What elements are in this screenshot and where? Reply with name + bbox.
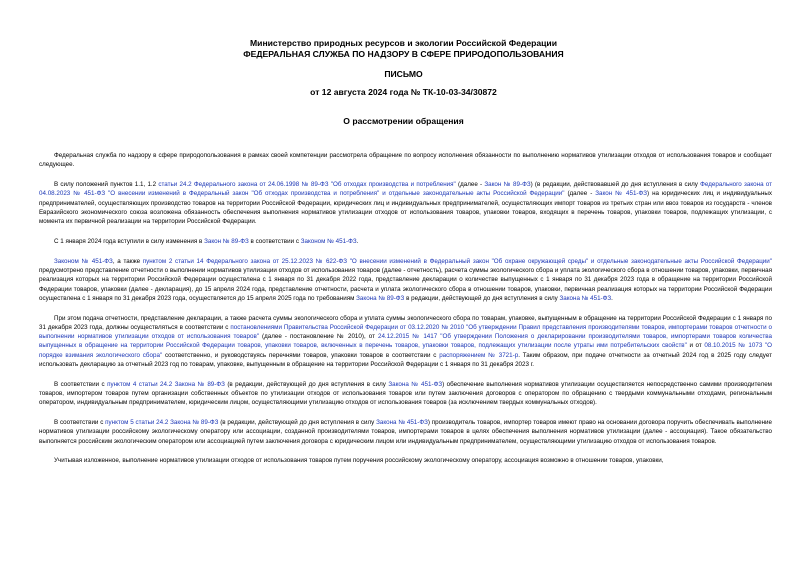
letter-body — [39, 151, 772, 476]
resolution-1073-link[interactable]: 08.10.2015 № 1073 "О порядке взимания экологического сбора" — [39, 342, 772, 359]
paragraph-6: В соответствии с пунктом 4 статьи 24.2 Закона № 89-ФЗ (в редакции, действующей до дня вступления в силу Закона № 451-ФЗ) обеспечение выполнения нормативов утилизации осуществляется непосредственно самими производителем товаров, импортером товаров путем организации собственных объектов по утилизации отходов от использования товаров или путем заключения договоров с оператором по обращению с твердыми коммунальными отходами, региональным оператором, индивидуальным предпринимателем, юридическим лицом, осуществляющими утилизацию отходов от использования товаров (за исключением твердых коммунальных отходов). — [39, 380, 772, 407]
order-3721-r-link[interactable]: распоряжением № 3721-р — [439, 351, 519, 359]
ministry-name: Министерство природных ресурсов и экологии Российской Федерации — [250, 38, 557, 48]
law-622-fz-link[interactable]: пунктом 2 статьи 14 Федерального закона от 25.12.2023 № 622-ФЗ "О внесении изменений в Федеральный закон "Об охране окружающей среды" и отдельные законодательные акты Российской Федерации" — [142, 257, 772, 265]
document-date: от 12 августа 2024 года № ТК-10-03-34/30872 — [310, 87, 497, 97]
document-subject: О рассмотрении обращения — [343, 116, 464, 126]
law-89-fz-link[interactable]: статьи 24.2 Федерального закона от 24.06.1998 № 89-ФЗ "Об отходах производства и потребления" — [158, 181, 456, 189]
paragraph-3: С 1 января 2024 года вступили в силу изменения в Закон № 89-ФЗ в соответствии с Законом № 451-ФЗ. — [54, 237, 359, 245]
law-451-fz-link[interactable]: Закона № 451-ФЗ — [388, 380, 443, 388]
service-name: ФЕДЕРАЛЬНАЯ СЛУЖБА ПО НАДЗОРУ В СФЕРЕ ПРИРОДОПОЛЬЗОВАНИЯ — [243, 49, 564, 59]
law-451-fz-link[interactable]: Закона № 451-ФЗ — [559, 294, 612, 302]
paragraph-8: Учитывая изложенное, выполнение нормативов утилизации отходов от использования товаров путем поручения российскому экологическому оператору, ассоциация возможно в отношении товаров, упаковки, — [54, 457, 664, 465]
law-451-fz-link[interactable]: Закона № 451-ФЗ — [376, 419, 428, 427]
paragraph-7: В соответствии с пунктом 5 статьи 24.2 Закона № 89-ФЗ (в редакции, действующей до дня вступления в силу Закона № 451-ФЗ) производитель товаров, импортер товаров имеют право на основании договора поручить обеспечивать выполнение нормативов утилизации российскому экологическому оператору или ассоциации, созданной производителями товаров, импортерами товаров в целях обеспечения выполнения нормативов утилизации (далее - ассоциация). Такое обязательство выполняется российским экологическим оператором или ассоциацией путем заключения договора с юридическим лицом или индивидуальным предпринимателем, осуществляющими утилизацию отходов от использования товаров. — [39, 419, 773, 445]
law-89-fz-short-link[interactable]: Закон № 89-ФЗ — [484, 181, 531, 189]
law-89-fz-link[interactable]: Закон № 89-ФЗ — [204, 237, 249, 245]
law-451-fz-link[interactable]: Федерального закона от 04.08.2023 № 451-ФЗ "О внесении изменений в Федеральный закон "Об отходах производства и потребления" и отдельные законодательные акты Российской Федерации" — [39, 181, 772, 198]
paragraph-4: Законом № 451-ФЗ, а также пунктом 2 статьи 14 Федерального закона от 25.12.2023 № 622-ФЗ "О внесении изменений в Федеральный закон "Об охране окружающей среды" и отдельные законодательные акты Российской Федерации" предусмотрено представление отчетности о выполнении нормативов утилизации отходов от использования товаров (далее - отчетность), расчета суммы экологического сбора и уплата экологического сбора в отношении товаров, упаковки, первичная реализация которых на территории Российской Федерации осуществлена с 1 января по 31 декабря 2022 года, представление декларации о количестве выпущенных с 1 января по 31 декабря 2023 года в обращение на территории Российской Федерации товаров, упаковки (далее - декларация), до 15 апреля 2024 года, представление отчетности, расчета и уплата экологического сбора в отношении товаров, упаковки, первичная реализация которых на территории Российской Федерации осуществлена с 1 января по 31 декабря 2023 года, осуществляется до 15 апреля 2025 года по требованиям Закона № 89-ФЗ в редакции, действующей до дня вступления в силу Закона № 451-ФЗ. — [39, 257, 772, 302]
article-24-2-p5-link[interactable]: пунктом 5 статьи 24.2 Закона № 89-ФЗ — [105, 419, 219, 427]
paragraph-2: В силу положений пунктов 1.1, 1.2 статьи 24.2 Федерального закона от 24.06.1998 № 89-ФЗ "Об отходах производства и потребления" (далее - Закон № 89-ФЗ) (в редакции, действовавшей до дня вступления в силу Федерального закона от 04.08.2023 № 451-ФЗ "О внесении изменений в Федеральный закон "Об отходах производства и потребления" и отдельные законодательные акты Российской Федерации" (далее - Закон № 451-ФЗ) на юридических лиц и индивидуальных предпринимателей, осуществляющих производство товаров на территории Российской Федерации, юридических лиц и индивидуальных предпринимателей, осуществляющих импорт товаров из третьих стран или ввоз товаров из государств - членов Евразийского экономического союза возложена обязанность обеспечения выполнения нормативов утилизации отходов от использования товаров, упаковки товаров, входящих в перечень товаров, упаковки товаров, подлежащих утилизации, с момента их первичной реализации на территории Российской Федерации. — [39, 181, 773, 226]
law-89-fz-link[interactable]: Закона № 89-ФЗ — [356, 294, 405, 302]
document-type: ПИСЬМО — [384, 69, 423, 79]
article-24-2-p4-link[interactable]: пунктом 4 статьи 24.2 Закона № 89-ФЗ — [107, 380, 225, 388]
paragraph-5: При этом подача отчетности, представление декларации, а также расчета суммы экологического сбора и уплата суммы экологического сбора по товарам, упаковке, выпущенным в обращение на территории Российской Федерации с 1 января по 31 декабря 2023 года, должны осуществляться в соответствии с постановлениями Правительства Российской Федерации от 03.12.2020 № 2010 "Об утверждении Правил представления производителями товаров, импортерами товаров отчетности о выполнении нормативов утилизации отходов от использования товаров" (далее - постановление № 2010), от 24.12.2015 № 1417 "Об утверждении Положения о декларировании производителями товаров, импортерами товаров количества выпущенных в обращение на территории Российской Федерации товаров, упаковки товаров, включенных в перечень товаров, упаковки товаров, подлежащих утилизации после утраты ими потребительских свойств" и от 08.10.2015 № 1073 "О порядке взимания экологического сбора" соответственно, и руководствуясь перечнями товаров, упаковки товаров в соответствии с распоряжением № 3721-р. Таким образом, при подаче отчетности за отчетный 2024 год в 2025 году следует использовать декларацию за отчетный 2023 год по товарам, упаковке, выпущенным в обращение на территории Российской Федерации с 1 января по 31 декабря 2023 г. — [39, 314, 772, 368]
resolution-2010-link[interactable]: постановлениями Правительства Российской Федерации от 03.12.2020 № 2010 "Об утверждении Правил представления производителями товаров, импортерами товаров отчетности о выполнении нормативов утилизации отходов от использования товаров" — [39, 323, 772, 341]
paragraph-1: Федеральная служба по надзору в сфере природопользования в рамках своей компетенции рассмотрела обращение по вопросу исполнения обязанности по выполнению нормативов утилизации отходов от использования товаров и сообщает следующее. — [39, 152, 772, 169]
law-451-fz-link[interactable]: Законом № 451-ФЗ — [54, 257, 113, 265]
law-451-fz-short-link[interactable]: Закон № 451-ФЗ — [595, 190, 648, 198]
law-451-fz-link[interactable]: Законом № 451-ФЗ — [300, 237, 357, 245]
letter-header — [0, 38, 807, 60]
resolution-1417-link[interactable]: 24.12.2015 № 1417 "Об утверждении Положения о декларировании производителями товаров, импортерами товаров количества выпущенных в обращение на территории Российской Федерации товаров, упаковки товаров, включенных в перечень товаров, упаковки товаров, подлежащих утилизации после утраты ими потребительских свойств" — [39, 333, 772, 350]
